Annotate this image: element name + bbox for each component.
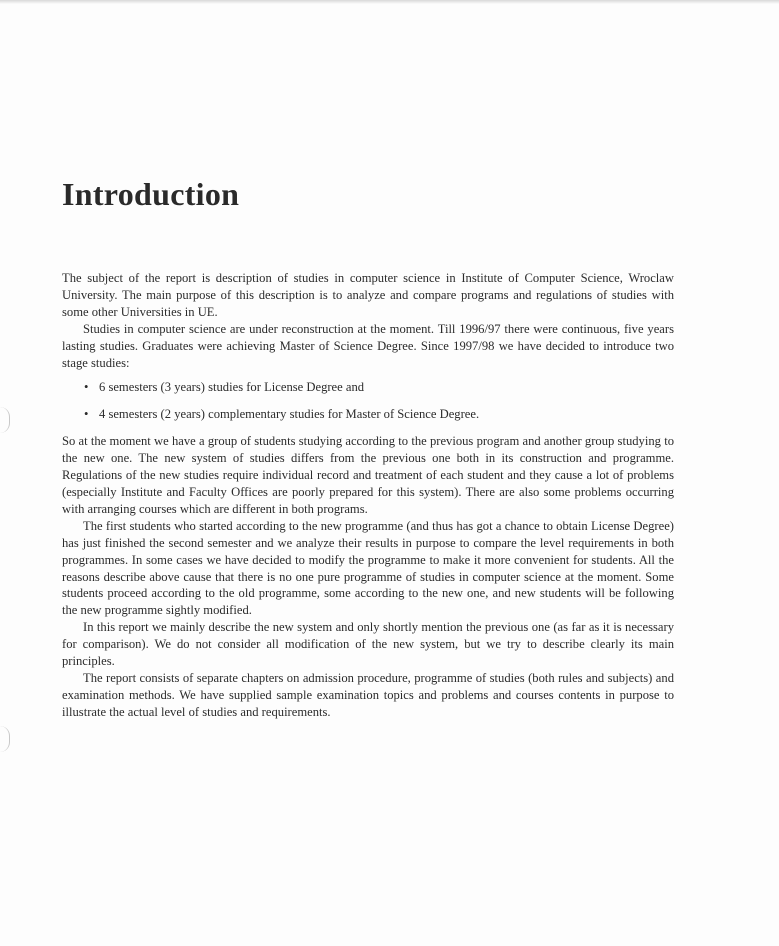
bullet-list [62,379,674,423]
paragraph: The report consists of separate chapters on admission procedure, programme of studies (both rules and subjects) and examination methods. We have supplied sample examination topics and problems and courses contents in purpose to illustrate the actual level of studies and requirements. [62,670,674,719]
list-item-text: 4 semesters (2 years) complementary studies for Master of Science Degree. [99,407,480,422]
paragraph: So at the moment we have a group of students studying according to the previous program and another group studying to the new one. The new system of studies differs from the previous one both in its construction and programme. Regulations of the new studies require individual record and treatment of each student and they cause a lot of problems (especially Institute and Faculty Offices are poorly prepared for this system). There are also some problems occurring with arranging courses which are different in both programs. [62,434,674,516]
bullet-icon: • [84,380,89,395]
paragraph: The first students who started according to the new programme (and thus has got a chance to obtain License Degree) has just finished the second semester and we analyze their results in purpose to compare the level requirements in both programmes. In some cases we have decided to modify the programme to make it more convenient for students. All the reasons describe above cause that there is no one pure programme of studies in computer science at the moment. Some students proceed according to the old programme, some according to the new one, and new students will be following the new programme sightly modified. [62,518,674,618]
list-item [62,406,674,423]
list-item-text: 6 semesters (3 years) studies for License Degree and [99,380,365,395]
body-text [62,270,674,721]
paragraph: In this report we mainly describe the new system and only shortly mention the previous one (as far as it is necessary for comparison). We do not consider all modification of the new system, but we try to describe clearly its main principles. [62,620,674,669]
margin-punch-mark [0,726,10,752]
bullet-icon: • [84,407,89,422]
paragraph: Studies in computer science are under reconstruction at the moment. Till 1996/97 there were continuous, five years lasting studies. Graduates were achieving Master of Science Degree. Since 1997/98 we have decided to introduce two stage studies: [62,321,674,370]
paragraph: The subject of the report is description of studies in computer science in Institute of Computer Science, Wroclaw University. The main purpose of this description is to analyze and compare programs and regulations of studies with some other Universities in UE. [62,271,674,319]
list-item [62,379,674,396]
margin-punch-mark [0,407,10,433]
chapter-title: Introduction [62,176,240,212]
scan-top-edge [0,0,779,4]
